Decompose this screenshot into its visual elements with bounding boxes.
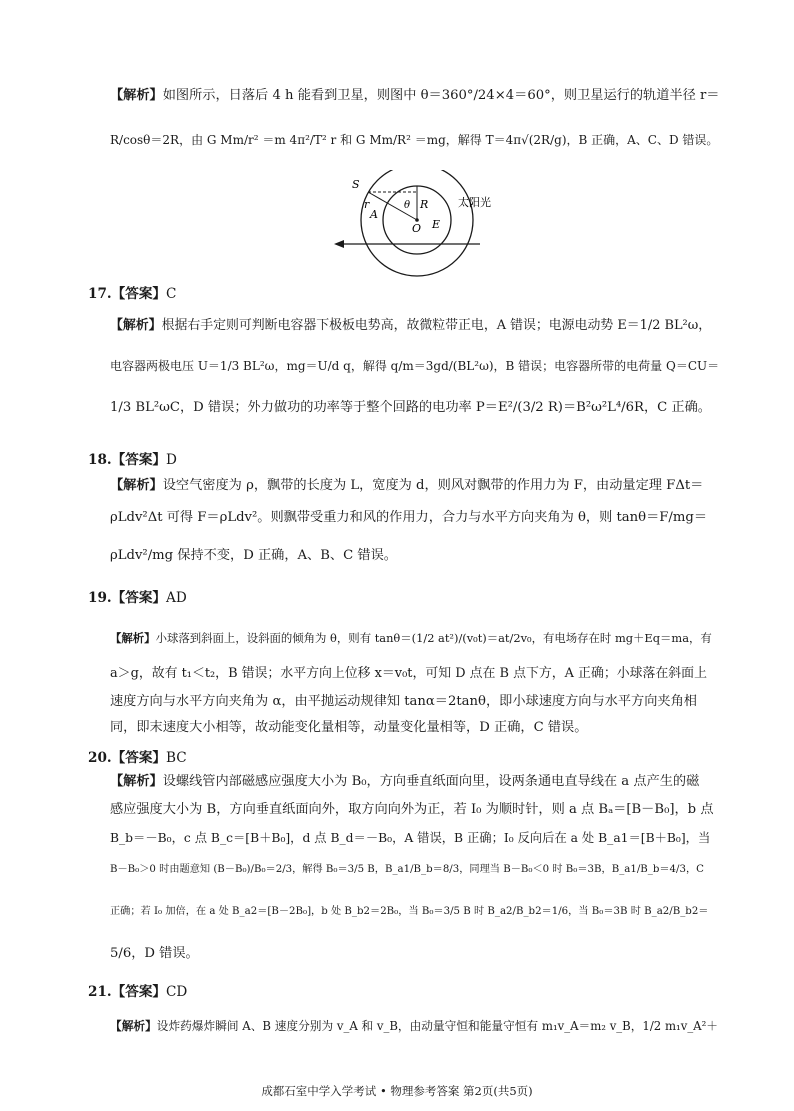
q19-answer: AD [166, 590, 187, 606]
q20-line-4: B－B₀＞0 时由题意知 (B－B₀)/B₀＝2/3，解得 B₀＝3/5 B，B_a1/B_b＝8/3，同理当 B－B₀＜0 时 B₀＝3B，B_a1/B_b＝4/3，C [110, 864, 704, 875]
label-theta: θ [404, 200, 411, 211]
q17-line-3: 1/3 BL²ωC，D 错误；外力做功的功率等于整个回路的电功率 P＝E²/(3/2 R)＝B²ω²L⁴/6R，C 正确。 [110, 400, 711, 415]
q17-header [88, 282, 176, 302]
q17-answer: C [166, 286, 177, 302]
q19-num: 19. [88, 590, 112, 606]
q17-num: 17. [88, 286, 112, 302]
q16-jiexi-tag: 【解析】 [110, 88, 163, 103]
page-footer: 成都石室中学入学考试 • 物理参考答案 第2页(共5页) [261, 1084, 533, 1098]
q18-line-2: ρLdv²Δt 可得 F＝ρLdv²。则飘带受重力和风的作用力，合力与水平方向夹角为 θ，则 tanθ＝F/mg＝ [110, 510, 708, 525]
q18-header [88, 448, 177, 468]
q17-answer-tag: 【答案】 [111, 286, 167, 302]
q20-line-1-text: 设螺线管内部磁感应强度大小为 B₀，方向垂直纸面向里，设两条通电直导线在 a 点产生的磁 [162, 774, 700, 789]
q19-jiexi-tag: 【解析】 [110, 631, 156, 645]
q16-line-2: R/cosθ＝2R，由 G Mm/r² ＝m 4π²/T² r 和 G Mm/R² ＝mg，解得 T＝4π√(2R/g)，B 正确，A、C、D 错误。 [110, 133, 719, 147]
q20-header [88, 746, 187, 766]
label-R: R [420, 198, 429, 211]
label-sunlight: 太阳光 [458, 196, 491, 209]
q21-num: 21. [88, 984, 112, 1000]
q20-num: 20. [88, 750, 112, 766]
label-E: E [432, 218, 441, 231]
q17-jiexi-tag: 【解析】 [110, 318, 162, 333]
q17-line-1 [110, 318, 720, 334]
q21-answer-tag: 【答案】 [111, 984, 167, 1000]
q19-line-1 [110, 630, 720, 646]
label-O: O [412, 222, 422, 235]
q19-header [88, 586, 187, 606]
q20-line-3: B_b＝－B₀，c 点 B_c＝[B＋B₀]，d 点 B_d＝－B₀，A 错误，B 正确；I₀ 反向后在 a 处 B_a1＝[B＋B₀]，当 [110, 831, 711, 845]
q21-line-1 [110, 1018, 720, 1034]
q16-line-1 [110, 88, 720, 104]
q20-answer: BC [166, 750, 187, 766]
label-r: r [364, 198, 370, 211]
q18-line-1-text: 设空气密度为 ρ，飘带的长度为 L，宽度为 d，则风对飘带的作用力为 F，由动量定理 FΔt＝ [162, 478, 704, 493]
q19-line-4: 同，即末速度大小相等，故动能变化量相等，动量变化量相等，D 正确，C 错误。 [110, 720, 588, 735]
label-A: A [370, 208, 378, 221]
q20-line-5: 正确；若 I₀ 加倍，在 a 处 B_a2＝[B－2B₀]，b 处 B_b2＝2B₀，当 B₀＝3/5 B 时 B_a2/B_b2＝1/6，当 B₀＝3B 时 B_a2/B_b2＝ [110, 906, 709, 917]
q17-line-1-text: 根据右手定则可判断电容器下极板电势高，故微粒带正电，A 错误；电源电动势 E＝1/2 BL²ω， [161, 318, 712, 333]
q18-num: 18. [88, 452, 112, 468]
orbit-figure [330, 170, 530, 280]
q18-answer: D [166, 452, 177, 468]
q20-line-2: 感应强度大小为 B，方向垂直纸面向外，取方向向外为正，若 I₀ 为顺时针，则 a 点 Bₐ＝[B－B₀]，b 点 [110, 802, 714, 817]
q21-answer: CD [166, 984, 188, 1000]
q21-jiexi-tag: 【解析】 [110, 1019, 157, 1033]
q18-jiexi-tag: 【解析】 [110, 478, 163, 493]
q18-line-3: ρLdv²/mg 保持不变，D 正确，A、B、C 错误。 [110, 548, 397, 563]
q17-line-2: 电容器两极电压 U＝1/3 BL²ω，mg＝U/d q，解得 q/m＝3gd/(BL²ω)，B 错误；电容器所带的电荷量 Q＝CU＝ [110, 359, 720, 373]
q18-line-1 [110, 478, 720, 494]
q20-jiexi-tag: 【解析】 [110, 774, 163, 789]
label-S: S [352, 178, 360, 191]
q18-answer-tag: 【答案】 [111, 452, 167, 468]
q20-line-6: 5/6，D 错误。 [110, 946, 199, 961]
q20-line-1 [110, 774, 720, 790]
q19-line-2: a＞g，故有 t₁＜t₂，B 错误；水平方向上位移 x＝v₀t，可知 D 点在 B 点下方，A 正确；小球落在斜面上 [110, 666, 707, 681]
q19-line-3: 速度方向与水平方向夹角为 α，由平抛运动规律知 tanα＝2tanθ，即小球速度方向与水平方向夹角相 [110, 694, 697, 709]
q20-answer-tag: 【答案】 [111, 750, 167, 766]
q16-line-1-text: 如图所示，日落后 4 h 能看到卫星，则图中 θ＝360°/24×4＝60°，则卫星运行的轨道半径 r＝ [162, 88, 720, 103]
q21-line-1-text: 设炸药爆炸瞬间 A、B 速度分别为 v_A 和 v_B，由动量守恒和能量守恒有 m₁v_A＝m₂ v_B，1/2 m₁v_A²＋ [156, 1019, 718, 1033]
q21-header [88, 980, 187, 1000]
q19-line-1-text: 小球落到斜面上，设斜面的倾角为 θ，则有 tanθ＝(1/2 at²)/(v₀t)＝at/2v₀，有电场存在时 mg＋Eq＝ma，有 [155, 631, 712, 645]
q19-answer-tag: 【答案】 [111, 590, 167, 606]
arrow-head-icon [334, 240, 344, 248]
